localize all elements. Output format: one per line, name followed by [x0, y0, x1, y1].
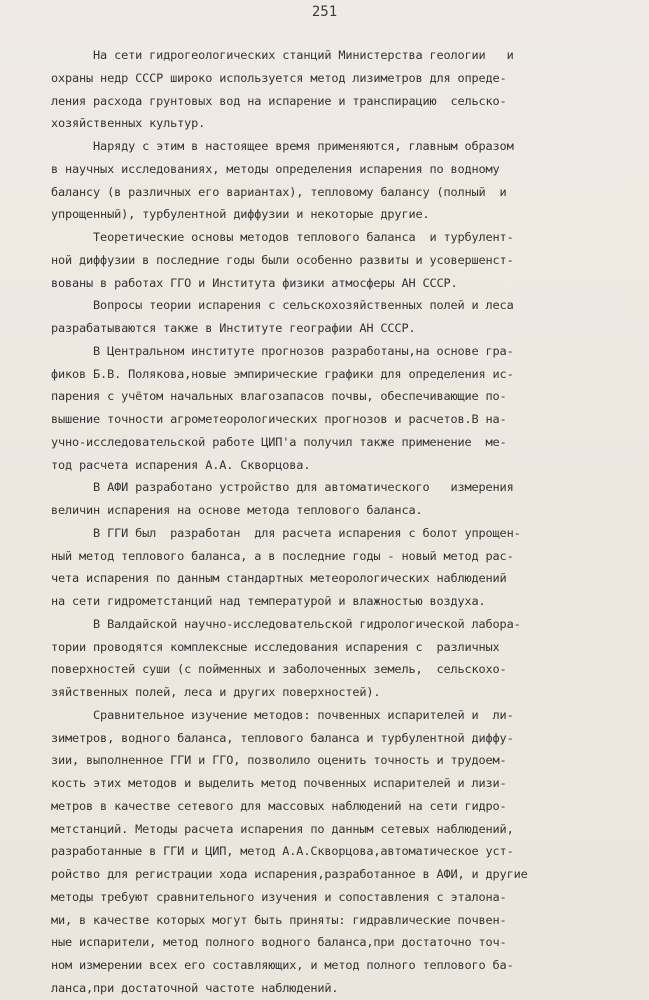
- text-line: кость этих методов и выделить метод почвенных испарителей и лизи-: [51, 776, 507, 790]
- text-line: величин испарения на основе метода теплового баланса.: [51, 503, 423, 517]
- text-line: разрабатываются также в Институте географии АН СССР.: [51, 321, 416, 335]
- body-text: [51, 44, 621, 1000]
- text-line: разработанные в ГГИ и ЦИП, метод А.А.Скворцова,автоматическое уст-: [51, 844, 514, 859]
- text-line: ми, в качестве которых могут быть приняты: гидравлические почвен-: [51, 912, 507, 927]
- text-line: поверхностей суши (с пойменных и заболоченных земель, сельскохо-: [51, 662, 507, 677]
- text-line: в научных исследованиях, методы определения испарения по водному: [51, 161, 500, 176]
- text-line: метров в качестве сетевого для массовых наблюдений на сети гидро-: [51, 798, 507, 813]
- text-line: на сети гидрометстанций над температурой и влажностью воздуха.: [51, 594, 486, 608]
- text-line: В Центральном институте прогнозов разработаны,на основе гра-: [51, 343, 514, 358]
- text-line: ные испарители, метод полного водного баланса,при достаточно точ-: [51, 935, 507, 950]
- text-line: фиков Б.В. Полякова,новые эмпирические графики для определения ис-: [51, 366, 514, 381]
- text-line: Наряду с этим в настоящее время применяются, главным образом: [51, 139, 514, 153]
- text-line: хозяйственных культур.: [51, 116, 206, 131]
- text-line: балансу (в различных его вариантах), тепловому балансу (полный и: [51, 184, 507, 199]
- text-line: тории проводятся комплексные исследования испарения с различных: [51, 639, 500, 654]
- text-line: ном измерении всех его составляющих, и метод полного теплового ба-: [51, 958, 514, 972]
- text-line: зии, выполненное ГГИ и ГГО, позволило оценить точность и трудоем-: [51, 753, 507, 768]
- text-line: парения с учётом начальных влагозапасов почвы, обеспечивающие по-: [51, 389, 507, 404]
- text-line: В Валдайской научно-исследовательской гидрологической лабора-: [51, 616, 521, 631]
- text-line: Вопросы теории испарения с сельскохозяйственных полей и леса: [51, 298, 514, 313]
- text-line: В АФИ разработано устройство для автоматического измерения: [51, 480, 514, 495]
- text-line: тод расчета испарения А.А. Скворцова.: [51, 457, 311, 472]
- text-line: зиметров, водного баланса, теплового баланса и турбулентной диффу-: [51, 730, 514, 745]
- text-line: зяйственных полей, леса и других поверхностей).: [51, 685, 381, 699]
- text-line: В ГГИ был разработан для расчета испарения с болот упрощен-: [51, 525, 521, 540]
- text-line: охраны недр СССР широко используется метод лизиметров для опреде-: [51, 70, 507, 85]
- text-line: методы требуют сравнительного изучения и сопоставления с эталона-: [51, 889, 507, 904]
- text-line: Сравнительное изучение методов: почвенных испарителей и ли-: [51, 707, 514, 722]
- text-line: упрощенный), турбулентной диффузии и некоторые другие.: [51, 207, 430, 222]
- text-line: чета испарения по данным стандартных метеорологических наблюдений: [51, 571, 507, 586]
- text-line: ройство для регистрации хода испарения,разработанное в АФИ, и другие: [51, 867, 528, 881]
- text-line: ной диффузии в последние годы были особенно развиты и усовершенст-: [51, 252, 514, 267]
- text-line: Теоретические основы методов теплового баланса и турбулент-: [51, 230, 514, 244]
- text-line: учно-исследовательской работе ЦИП'а получил также применение ме-: [51, 434, 507, 449]
- page-number: 251: [311, 4, 338, 20]
- text-line: вышение точности агрометеорологических прогнозов и расчетов.В на-: [51, 412, 507, 426]
- text-line: ный метод теплового баланса, а в последние годы - новый метод рас-: [51, 548, 514, 563]
- text-line: метстанций. Методы расчета испарения по данным сетевых наблюдений,: [51, 821, 514, 836]
- text-line: ланса,при достаточной частоте наблюдений.: [51, 980, 339, 995]
- text-line: ления расхода грунтовых вод на испарение и транспирацию сельско-: [51, 93, 507, 108]
- text-line: вованы в работах ГГО и Института физики атмосферы АН СССР.: [51, 275, 458, 290]
- text-line: На сети гидрогеологических станций Министерства геологии и: [51, 48, 514, 62]
